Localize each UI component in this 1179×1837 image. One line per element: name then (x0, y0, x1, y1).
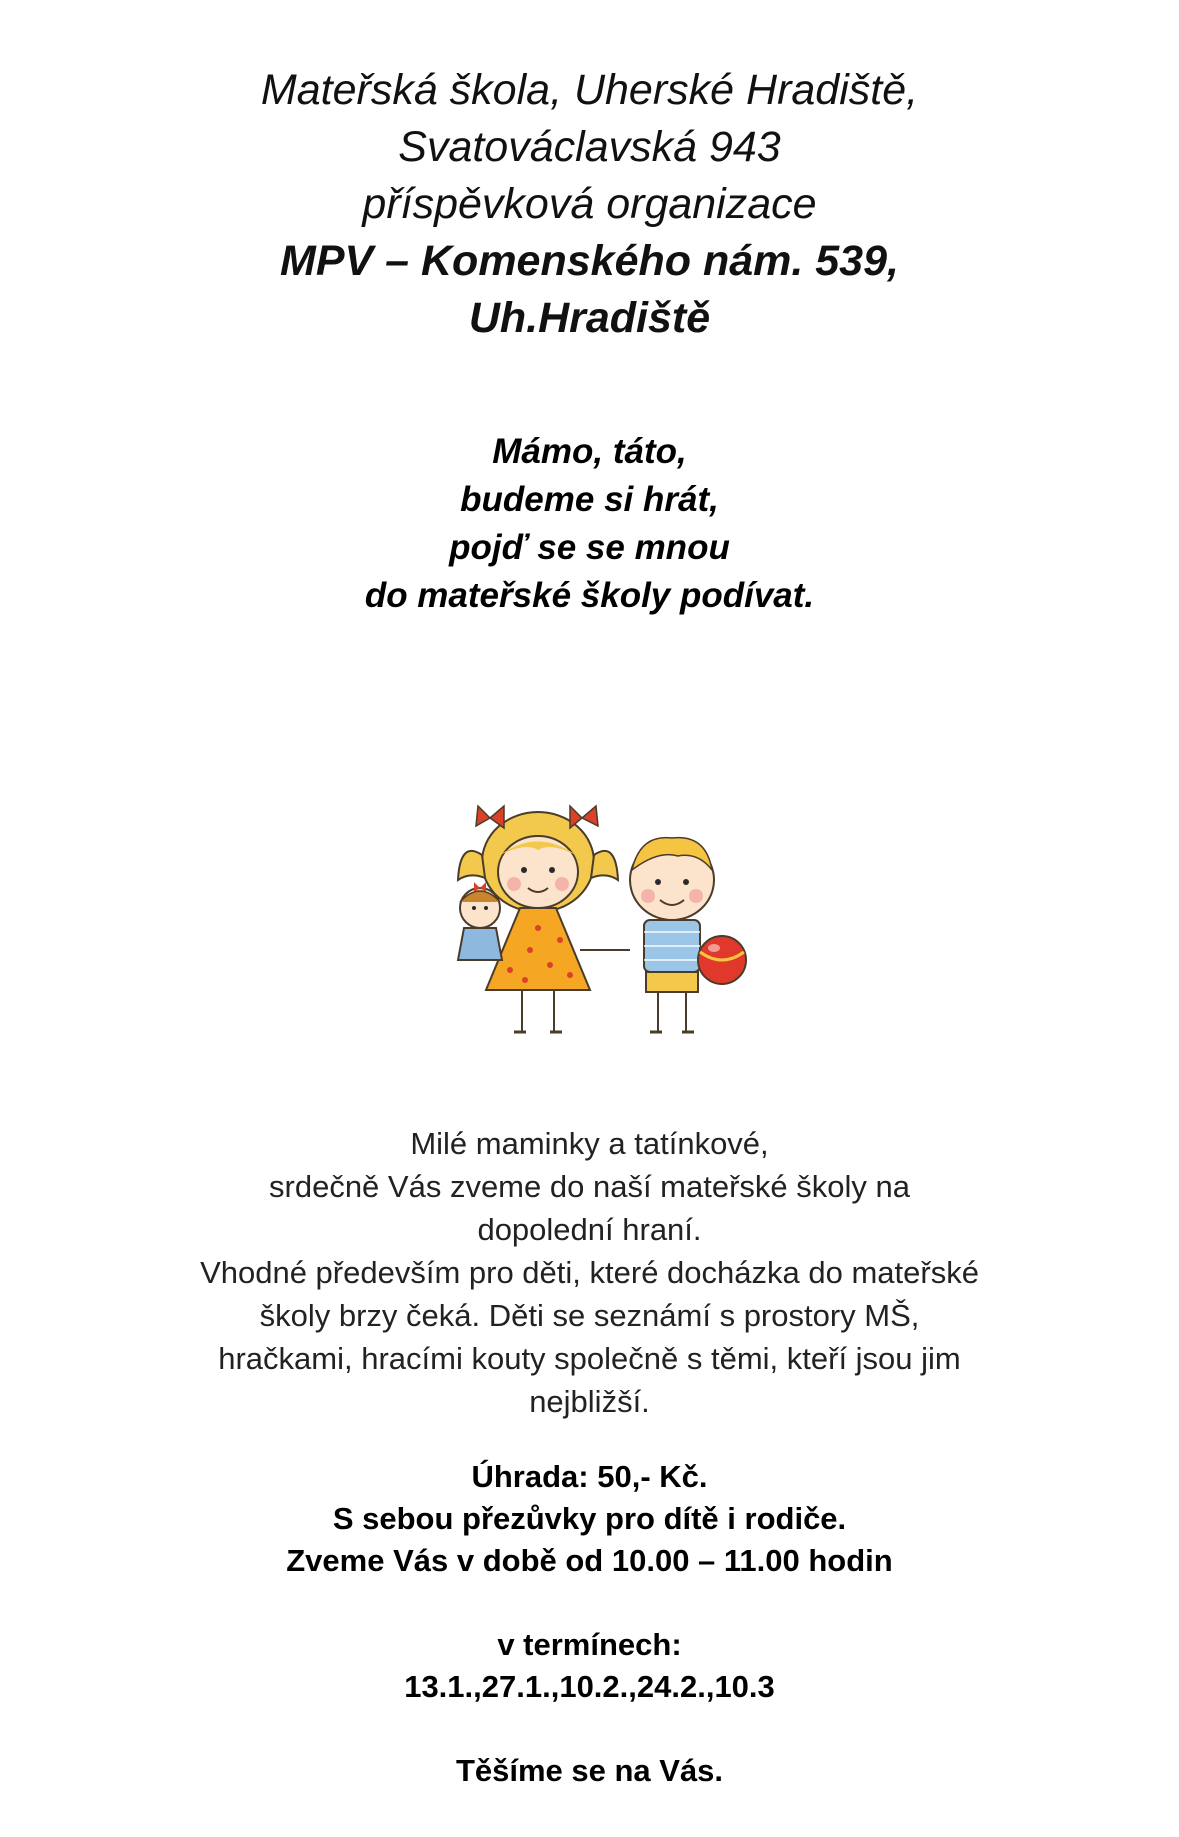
school-organization-type: příspěvková organizace (362, 180, 817, 228)
invitation-line: Vhodné především pro děti, které docházka do mateřské (200, 1255, 979, 1290)
poem-line: budeme si hrát, (460, 480, 719, 519)
invitation-text (0, 1122, 1179, 1423)
dates-label: v termínech: (497, 1627, 682, 1662)
poem-line: Mámo, táto, (492, 432, 687, 471)
event-details (0, 1456, 1179, 1792)
school-address: Svatováclavská 943 (398, 123, 781, 171)
invitation-line: nejbližší. (529, 1384, 650, 1419)
poem-line: pojď se se mnou (449, 528, 730, 567)
children-illustration-icon (430, 800, 750, 1040)
invitation-line: hračkami, hracími kouty společně s těmi, kteří jsou jim (218, 1341, 961, 1376)
poem-line: do mateřské školy podívat. (364, 576, 815, 615)
invitation-line: Milé maminky a tatínkové, (410, 1126, 769, 1161)
invitation-line: dopolední hraní. (477, 1212, 702, 1247)
branch-city: Uh.Hradiště (468, 294, 711, 342)
poem (0, 428, 1179, 620)
time-text: Zveme Vás v době od 10.00 – 11.00 hodin (286, 1543, 893, 1578)
fee-text: Úhrada: 50,- Kč. (471, 1459, 708, 1494)
school-header (0, 62, 1179, 347)
slippers-text: S sebou přezůvky pro dítě i rodiče. (332, 1501, 847, 1536)
invitation-line: srdečně Vás zveme do naší mateřské školy na (269, 1169, 910, 1204)
closing-text: Těšíme se na Vás. (455, 1753, 724, 1788)
invitation-line: školy brzy čeká. Děti se seznámí s prostory MŠ, (259, 1298, 920, 1333)
branch-address: MPV – Komenského nám. 539, (280, 237, 899, 285)
dates-list: 13.1.,27.1.,10.2.,24.2.,10.3 (404, 1669, 775, 1704)
school-name: Mateřská škola, Uherské Hradiště, (260, 66, 919, 114)
